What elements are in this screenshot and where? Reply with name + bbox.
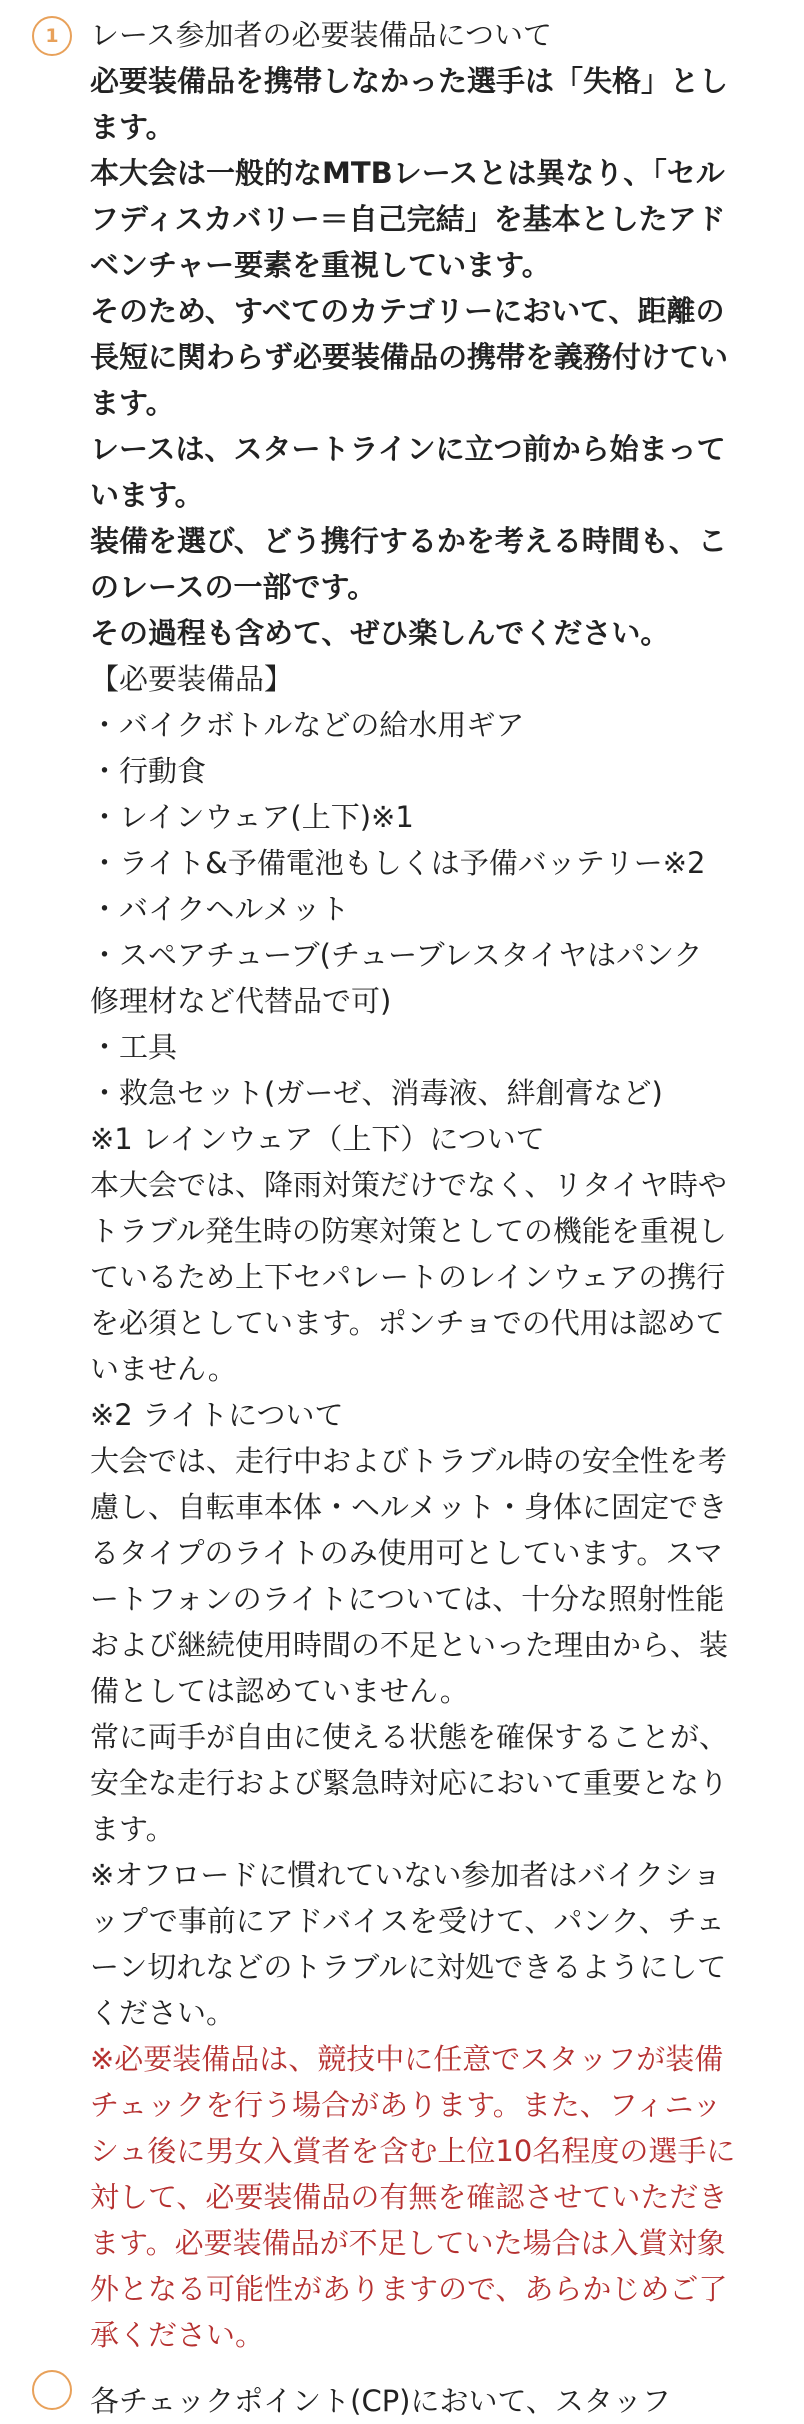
warning-text-line: 承ください。 [90, 2318, 265, 2352]
bold-text-line: ます。 [90, 386, 175, 420]
warning-text-line: ※必要装備品は、競技中に任意でスタッフが装備 [90, 2042, 724, 2076]
text-line: ※オフロードに慣れていない参加者はバイクショ [90, 1858, 722, 1892]
warning-text-line: ます。必要装備品が不足していた場合は入賞対象 [90, 2226, 726, 2260]
text-line: 慮し、自転車本体・ヘルメット・身体に固定でき [90, 1490, 728, 1524]
text-line: ・バイクボトルなどの給水用ギア [90, 708, 525, 742]
list-item-checkpoint [32, 2370, 671, 2418]
item-title: 各チェックポイント(CP)において、スタッフ [90, 2384, 671, 2418]
warning-text-line: 対して、必要装備品の有無を確認させていただき [90, 2180, 728, 2214]
bold-text-line: そのため、すべてのカテゴリーにおいて、距離の [90, 294, 725, 328]
bold-text-line: います。 [90, 478, 204, 512]
text-line: ・工具 [90, 1030, 178, 1064]
warning-notice-block [90, 2036, 790, 2358]
text-line: ・スペアチューブ(チューブレスタイヤはパンク [90, 938, 703, 972]
text-line: 大会では、走行中およびトラブル時の安全性を考 [90, 1444, 727, 1478]
text-line: 本大会では、降雨対策だけでなく、リタイヤ時や [90, 1168, 727, 1202]
bold-text-line: のレースの一部です。 [90, 570, 377, 604]
text-line: 常に両手が自由に使える状態を確保することが、 [90, 1720, 729, 1754]
text-line: ーン切れなどのトラブルに対処できるようにして [90, 1950, 727, 1984]
item-number-badge [32, 2370, 72, 2410]
text-line: ※1 レインウェア（上下）について [90, 1122, 545, 1156]
bold-text-line: その過程も含めて、ぜひ楽しんでください。 [90, 616, 670, 650]
text-line: トラブル発生時の防寒対策としての機能を重視し [90, 1214, 727, 1248]
item-body [90, 12, 790, 2358]
bold-text-line: 長短に関わらず必要装備品の携帯を義務付けてい [90, 340, 729, 374]
bold-text-line: ベンチャー要素を重視しています。 [90, 248, 551, 282]
bold-text-line: レースは、スタートラインに立つ前から始まって [90, 432, 726, 466]
text-line: ・行動食 [90, 754, 207, 788]
warning-text-line: シュ後に男女入賞者を含む上位10名程度の選手に [90, 2134, 736, 2168]
item-title: レース参加者の必要装備品について [90, 18, 552, 52]
text-line: ※2 ライトについて [90, 1398, 344, 1432]
bold-text-line: フディスカバリー＝自己完結」を基本としたアド [90, 202, 726, 236]
text-line: ートフォンのライトについては、十分な照射性能 [90, 1582, 725, 1616]
text-line: ・バイクヘルメット [90, 892, 350, 926]
bold-text-line: 装備を選び、どう携行するかを考える時間も、こ [90, 524, 727, 558]
text-line: ・レインウェア(上下)※1 [90, 800, 414, 834]
text-line: いません。 [90, 1352, 237, 1386]
warning-text-line: 外となる可能性がありますので、あらかじめご了 [90, 2272, 728, 2306]
text-line: ます。 [90, 1812, 175, 1846]
text-line: 備としては認めていません。 [90, 1674, 469, 1708]
text-line: ください。 [90, 1996, 236, 2030]
text-line: ・ライト&予備電池もしくは予備バッテリー※2 [90, 846, 706, 880]
text-line: を必須としています。ポンチョでの代用は認めて [90, 1306, 725, 1340]
bold-notice-block [90, 58, 790, 656]
text-line: ているため上下セパレートのレインウェアの携行 [90, 1260, 726, 1294]
text-line: 【必要装備品】 [90, 662, 294, 696]
bold-text-line: 本大会は一般的なMTBレースとは異なり、「セル [90, 156, 725, 190]
text-line: 安全な走行および緊急時対応において重要となり [90, 1766, 729, 1800]
equipment-details-block [90, 656, 790, 2036]
bold-text-line: 必要装備品を携帯しなかった選手は「失格」とし [90, 64, 729, 98]
item-number-badge: 1 [32, 16, 72, 56]
text-line: 修理材など代替品で可) [90, 984, 392, 1018]
text-line: ・救急セット(ガーゼ、消毒液、絆創膏など) [90, 1076, 663, 1110]
bold-text-line: ます。 [90, 110, 175, 144]
warning-text-line: チェックを行う場合があります。また、フィニッ [90, 2088, 722, 2122]
text-line: ップで事前にアドバイスを受けて、パンク、チェ [90, 1904, 725, 1938]
text-line: および継続使用時間の不足といった理由から、装 [90, 1628, 729, 1662]
text-line: るタイプのライトのみ使用可としています。スマ [90, 1536, 723, 1570]
